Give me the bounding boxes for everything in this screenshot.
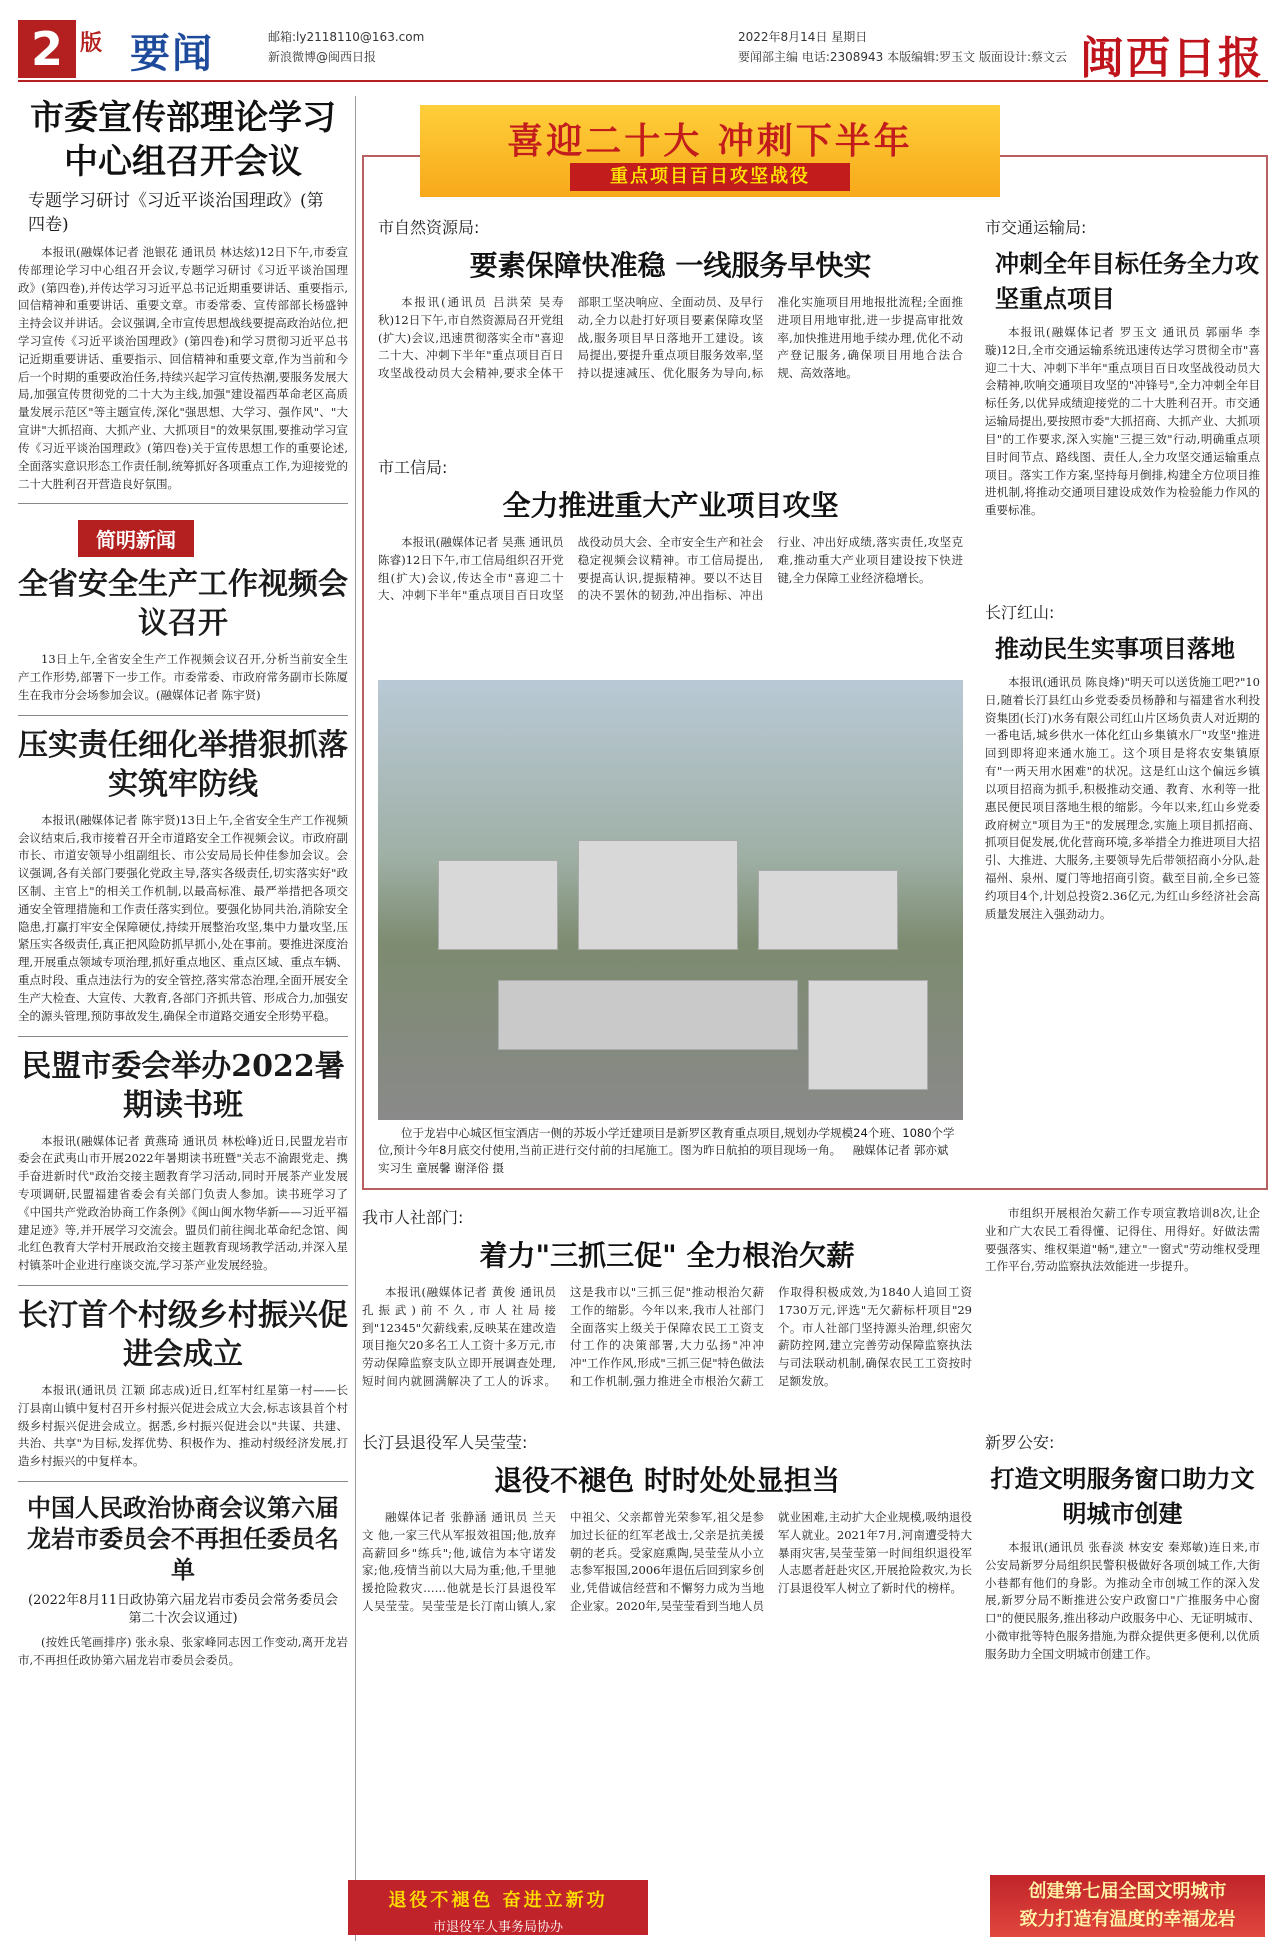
dept-label: 市自然资源局:: [378, 218, 480, 237]
feature-banner: [420, 105, 1000, 197]
divider: [18, 1481, 348, 1482]
article-note: (2022年8月11日政协第六届龙岩市委员会常务委员会第二十次会议通过): [28, 1592, 338, 1626]
masthead-date: 2022年8月14日 星期日: [738, 30, 868, 44]
masthead-email: 邮箱:ly2118110@163.com: [268, 30, 425, 44]
newspaper-logo: 闽西日报: [1080, 33, 1264, 84]
divider: [18, 503, 348, 504]
dept-label: 市工信局:: [378, 458, 448, 477]
civilization-banner-line1: 创建第七届全国文明城市: [1028, 1881, 1227, 1902]
article-body: 13日上午,全省安全生产工作视频会议召开,分析当前安全生产工作形势,部署下一步工作。市委常委、市政府常务副市长陈厦生在我市分会场参加会议。(融媒体记者 陈宇贤): [18, 652, 348, 702]
photo-caption: [378, 1125, 963, 1177]
article-body: 融媒体记者 张静涵 通讯员 兰天 文 他,一家三代从军报效祖国;他,放弃高薪回乡"练兵";他,诚信为本守诺发家;他,疫情当前以大局为重;他,千里驰援抢险救灾……他就是长汀县退役军人吴莹莹。吴莹莹是长汀南山镇人,家中祖父、父亲都曾光荣参军,祖父是参加过长征的红军老战士,父亲是抗美援朝的老兵。受家庭熏陶,吴莹莹从小立志参军报国,2006年退伍后回到家乡创业,凭借诚信经营和不懈努力成为当地企业家。2020年,吴莹莹看到当地人员就业困难,主动扩大企业规模,吸纳退役军人就业。2021年7月,河南遭受特大暴雨灾害,吴莹莹第一时间组织退役军人志愿者赶赴灾区,开展抢险救灾,为长汀县退役军人树立了新时代的榜样。: [362, 1510, 972, 1614]
divider: [18, 1036, 348, 1037]
article-body: 本报讯(融媒体记者 罗玉文 通讯员 郭丽华 李璇)12日,全市交通运输系统迅速传达学习贯彻全市"喜迎二十大、冲刺下半年"重点项目百日攻坚战役动员大会精神,吹响交通项目攻坚的"冲锋号",全力冲刺全年目标任务,以优异成绩迎接党的二十大胜利召开。市交通运输局提出,要按照市委"大抓招商、大抓产业、大抓项目"的工作要求,深入实施"三提三效"行动,明确重点项目时间节点、路线图、责任人,全力攻坚交通运输重点项目。落实工作方案,坚持每月倒排,构建全方位项目推进机制,将推动交通项目建设成效作为检验能力作风的重要标准。: [985, 325, 1260, 518]
article-body: 本报讯(融媒体记者 黄燕琦 通讯员 林松峰)近日,民盟龙岩市委会在武夷山市开展2022年暑期读书班暨"关志不渝跟党走、携手奋进新时代"政治交接主题教育学习活动,同时开展茶产业发展专项调研,民盟福建省委会有关部门负责人参加。读书班学习了《中国共产党政治协商工作条例》《闽山闽水物华新——习近平福建足迹》等,并开展学习交流会。盟员们前往闽北革命纪念馆、闽北红色教育大学村开展政治交接主题教育现场教学活动,并深入星村镇茶叶企业进行座谈交流,学习茶产业发展经验。: [18, 1133, 348, 1273]
brief-news-tag: 简明新闻: [78, 520, 194, 557]
article-headline: 退役不褪色 时时处处显担当: [494, 1464, 840, 1497]
article-headline: 着力"三抓三促" 全力根治欠薪: [479, 1239, 855, 1272]
article-hr-wages: [362, 1205, 972, 1391]
dept-label: 长汀县退役军人吴莹莹:: [362, 1433, 528, 1452]
divider: [18, 715, 348, 716]
article-headline: 全省安全生产工作视频会议召开: [18, 567, 348, 642]
article-body: 本报讯(通讯员 陈良烽)"明天可以送货施工吧?"10日,随着长汀县红山乡党委委员杨静和与福建省水利投资集团(长汀)水务有限公司红山片区场负责人对近期的一番电话,城乡供水一体化红山乡集镇水厂"攻坚"推进回到即将迎来通水施工。这个项目是将农安集镇原有"一两天用水困难"的状况。这是红山这个偏远乡镇以项目招商为抓手,积极推动交通、教育、水利等一批惠民便民项目落地生根的缩影。今年以来,红山乡党委政府树立"项目为王"的发展理念,实施上项目抓招商、抓项目促发展,优化营商环境,多举措全力推进项目大招引、大推进、大服务,主要领导先后带领招商小分队,赴福州、泉州、厦门等地招商引资。截至目前,全乡已签约项目4个,计划总投资2.36亿元,为红山乡经济社会高质量发展注入强劲动力。: [985, 675, 1260, 921]
banner-title: 喜迎二十大 冲刺下半年: [507, 121, 913, 162]
article-body: 本报讯(通讯员 江颖 邱志成)近日,红军村红星第一村——长汀县南山镇中复村召开乡村振兴促进会成立大会,标志该县首个村级乡村振兴促进会成立。据悉,乡村振兴促进会以"共谋、共建、共治、共享"为目标,发挥优势、积极作为、推动村级经济发展,打造乡村振兴的中复样本。: [18, 1383, 348, 1469]
article-body: 本报讯(融媒体记者 黄俊 通讯员 孔振武)前不久,市人社局接到"12345"欠薪线索,反映某在建改造项目拖欠20多名工人工资十多万元,市劳动保障监察支队立即开展调查处理,短时间内就圆满解决了工人的诉求。这是我市以"三抓三促"推动根治欠薪工作的缩影。今年以来,我市人社部门全面落实上级关于保障农民工工资支付工作的决策部署,大力弘扬"冲冲冲"工作作风,形成"三抓三促"特色做法和工作机制,强力推进全市根治欠薪工作取得积极成效,为1840人追回工资1730万元,评选"无欠薪标杆项目"29个。市人社部门坚持源头治理,织密欠薪防控网,建立完善劳动保障监察执法与司法联动机制,确保农民工工资按时足额发放。: [362, 1285, 972, 1389]
banner-subtitle: 重点项目百日攻坚战役: [570, 163, 850, 191]
article-hongshan: [985, 600, 1260, 923]
article-transport: [985, 215, 1260, 520]
article-headline: 长汀首个村级乡村振兴促进会成立: [18, 1298, 348, 1373]
article-hr-continued: [985, 1205, 1260, 1276]
civilization-banner: [990, 1875, 1265, 1937]
column-rule: [355, 96, 356, 1941]
veteran-banner-slogan: 退役不褪色 奋进立新功: [388, 1890, 608, 1911]
article-body: 本报讯(通讯员 张春淡 林安安 秦郑敏)连日来,市公安局新罗分局组织民警积极做好各项创城工作,大街小巷都有他们的身影。为推动全市创城工作的深入发展,新罗分局不断推进公安户政窗口"广推服务中心窗口"的便民服务,推出移动户政服务中心、无证明城市、小微审批等特色服务措施,为群众提供更多便利,以优质服务助力全国文明城市创建工作。: [985, 1540, 1260, 1661]
article-headline: 民盟市委会举办2022暑期读书班: [21, 1048, 345, 1123]
veteran-banner: [348, 1880, 648, 1935]
divider: [18, 1285, 348, 1286]
page-number: 2: [18, 20, 76, 78]
article-body: 本报讯(融媒体记者 陈宇贤)13日上午,全省安全生产工作视频会议结束后,我市接着召开全市道路安全工作视频会议。市政府副市长、市道安领导小组副组长、市公安局局长仲佳参加会议。会议强调,各有关部门要强化党政主导,落实各级责任,切实落实好"政区制、主官上"的相关工作机制,以最高标准、最严举措把各项交通安全管理措施和工作责任落实到位。要强化协同共治,消除安全隐患,打赢打牢安全保障硬仗,持续开展整治攻坚,集中力量攻坚,压紧压实各级责任,真正把风险防抓早抓小,处在事前。要推进深度治理,开展重点领域专项治理,抓好重点地区、重点区域、重点车辆、重点时段、重点违法行为的安全管控,落实常态治理,全面开展安全生产大检查、大宣传、大教育,各部门齐抓共管、形成合力,加强安全的源头管理,预防事故发生,确保全市道路交通安全形势平稳。: [18, 812, 348, 1023]
article-body: 本报讯(通讯员 吕洪荣 吴寿秋)12日下午,市自然资源局召开党组(扩大)会议,迅速贯彻落实全市"喜迎二十大、冲刺下半年"重点项目百日攻坚战役动员大会精神,要求全体干部职工坚决响应、全面动员、及早行动,全力以赴打好项目要素保障攻坚战,服务项目早日落地开工建设。该局提出,要提升重点项目服务效率,坚持以提速减压、优化服务为导向,标准化实施项目用地报批流程;全面推进项目用地审批,进一步提高审批效率,加快推进用地手续办理,优化不动产登记服务,确保项目用地合法合规、高效落地。: [378, 295, 963, 381]
article-headline: 要素保障快准稳 一线服务早快实: [469, 249, 872, 282]
article-body: 本报讯(融媒体记者 池银花 通讯员 林达炫)12日下午,市委宣传部理论学习中心组召开会议,专题学习研讨《习近平谈治国理政》(第四卷),并传达学习习近平总书记近期重要讲话、重要指示,回信精神和重要讲话、重要文章。市委常委、宣传部部长杨盛钟主持会议并讲话。会议强调,全市宣传思想战线要提高政治站位,把学习宣传《习近平谈治国理政》(第四卷)和学习贯彻习近平总书记近期重要讲话、重要指示、回信精神和重要文章,作为当前和今后一个时期的重要政治任务,持续兴起学习宣传热潮,要服务发展大局,加强宣传贯彻党的二十大为主线,加强"建设福西革命老区高质量发展示范区"等主题宣传,深化"强思想、大学习、强作风"、"大宣讲"大抓招商、大抓产业、大抓项目"的效果氛围,要推动学习宣传《习近平谈治国理政》(第四卷)关于宣传思想工作的重要论述,全面落实意识形态工作责任制,统筹抓好各项重点工作,为迎接党的二十大胜利召开营造良好氛围。: [18, 244, 348, 491]
article-headline: 全力推进重大产业项目攻坚: [502, 489, 839, 522]
article-headline: 冲刺全年目标任务全力攻坚重点项目: [995, 249, 1259, 313]
article-headline: 市委宣传部理论学习中心组召开会议: [30, 98, 336, 183]
page-ban-label: 版: [80, 31, 103, 56]
article-natural-resources: [378, 215, 963, 383]
article-body: 市组织开展根治欠薪工作专项宣教培训8次,让企业和广大农民工看得懂、记得住、用得好。好做法需要强落实、维权渠道"畅",建立"一窗式"劳动维权受理工作平台,劳动监察执法效能进一步提升。: [985, 1206, 1260, 1274]
article-industry: [378, 455, 963, 605]
article-body: 本报讯(融媒体记者 吴燕 通讯员 陈睿)12日下午,市工信局组织召开党组(扩大)会议,传达全市"喜迎二十大、冲刺下半年"重点项目百日攻坚战役动员大会、全市安全生产和社会稳定视频会议精神。市工信局提出,要提高认识,提振精神。要以不达目的决不罢休的韧劲,冲出指标、冲出行业、冲出好成绩,落实责任,攻坚克难,推动重大产业项目建设按下快进键,全力保障工业经济稳增长。: [378, 535, 963, 603]
article-headline: 打造文明服务窗口助力文明城市创建: [990, 1464, 1255, 1528]
section-name: 要闻: [130, 31, 214, 77]
photo-credit: 融媒体记者 郭亦斌 实习生 童展馨 谢泽俗 摄: [378, 1143, 949, 1175]
photo-caption-text: 位于龙岩中心城区恒宝酒店一侧的苏坂小学迁建项目是新罗区教育重点项目,规划办学规模24个班、1080个学位,预计今年8月底交付使用,当前正进行交付前的扫尾施工。图为昨日航拍的项目现场一角。: [378, 1126, 955, 1158]
veteran-banner-sponsor: 市退役军人事务局协办: [432, 1920, 563, 1935]
article-headline: 推动民生实事项目落地: [995, 634, 1235, 663]
article-body: (按姓氏笔画排序) 张永泉、张家峰同志因工作变动,离开龙岩市,不再担任政协第六届龙岩市委员会委员。: [18, 1635, 348, 1667]
dept-label: 市交通运输局:: [985, 218, 1087, 237]
masthead-weibo: 新浪微博@闽西日报: [268, 50, 377, 64]
masthead: [18, 20, 1268, 82]
masthead-editors: 要闻部主编 电话:2308943 本版编辑:罗玉文 版面设计:蔡文云: [738, 50, 1068, 64]
dept-label: 长汀红山:: [985, 603, 1055, 622]
article-xinluo-police: [985, 1430, 1260, 1664]
article-headline: 中国人民政治协商会议第六届龙岩市委员会不再担任委员名单: [27, 1493, 339, 1585]
article-veteran: [362, 1430, 972, 1616]
aerial-photo: [378, 680, 963, 1120]
article-subhead: 专题学习研讨《习近平谈治国理政》(第四卷): [28, 191, 324, 236]
dept-label: 我市人社部门:: [362, 1208, 464, 1227]
left-column: [18, 96, 348, 1670]
article-headline: 压实责任细化举措狠抓落实筑牢防线: [18, 727, 348, 802]
civilization-banner-line2: 致力打造有温度的幸福龙岩: [1019, 1909, 1236, 1930]
dept-label: 新罗公安:: [985, 1433, 1055, 1452]
